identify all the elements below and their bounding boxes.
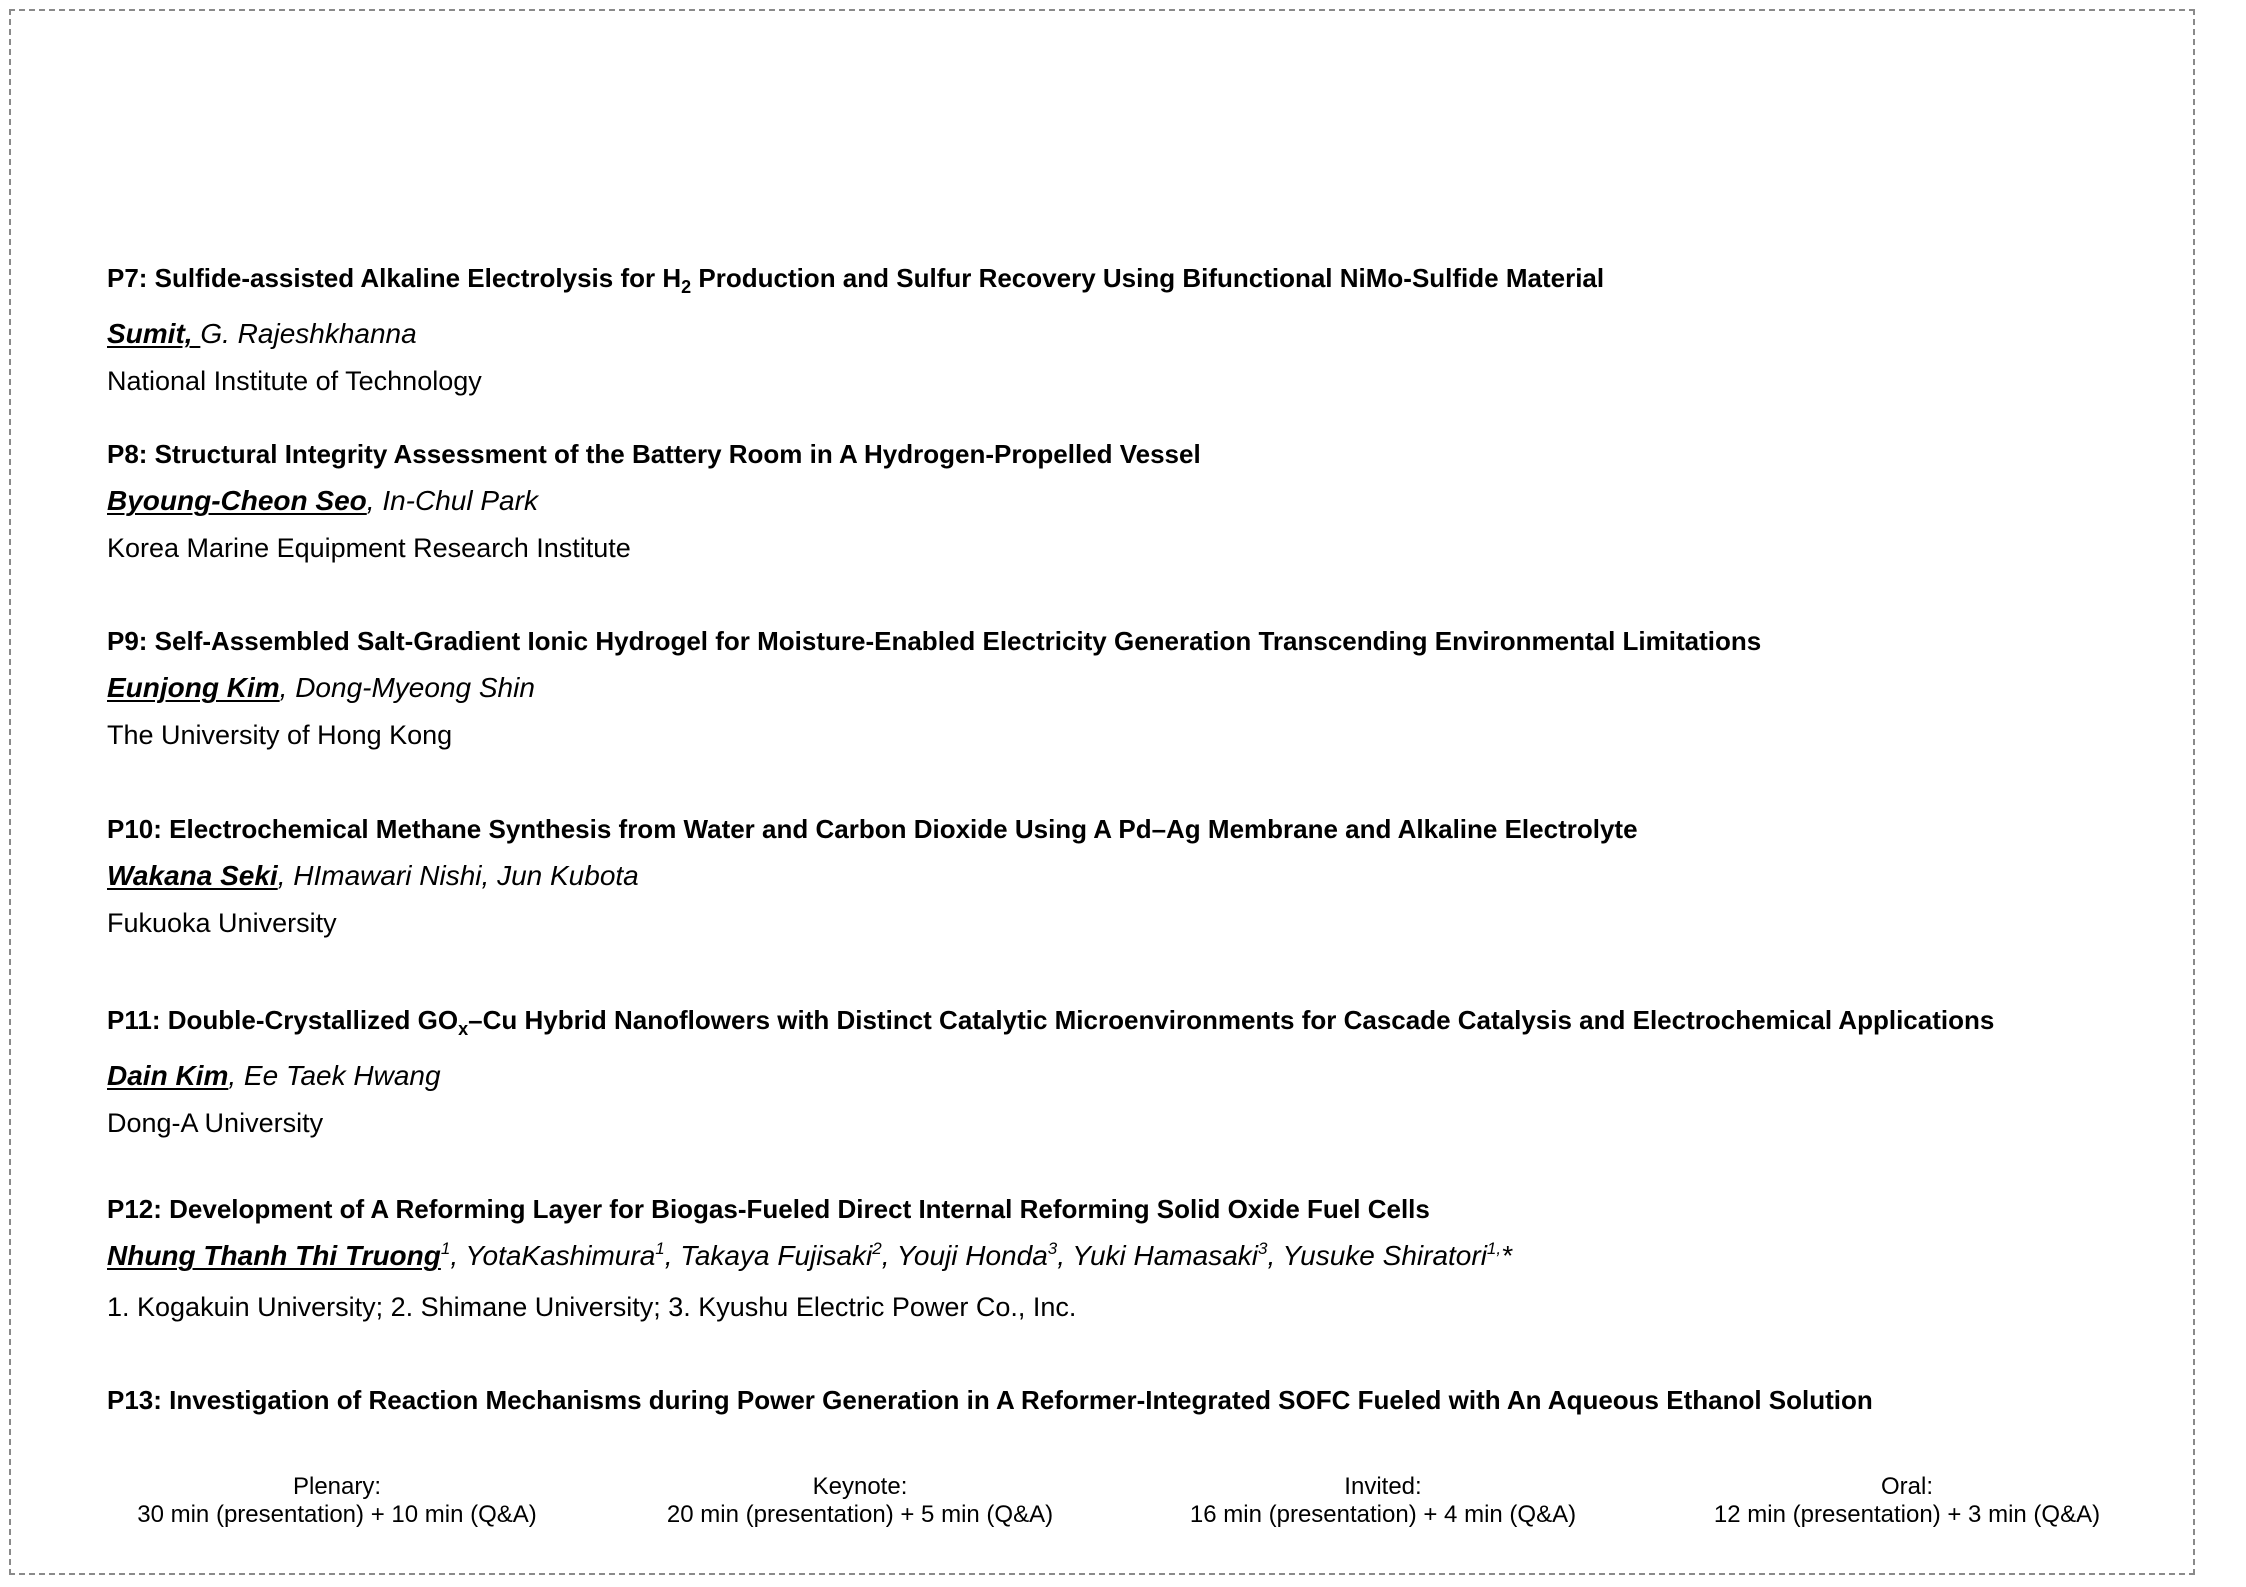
entry-p9 — [107, 626, 1761, 751]
entry-title: P11: Double-Crystallized $GO_x-Cu$ Hybrid Nanoflowers with Distinct Catalytic Microenvironments for Cascade Catalysis and Electrochemical Applications — [107, 1005, 1995, 1040]
legend-keynote — [667, 1473, 1053, 1529]
entry-p12 — [107, 1194, 1512, 1323]
presenting-author: Nhung Thanh Thi Truong — [107, 1240, 441, 1271]
legend-detail: 30 min (presentation) + 10 min (Q&A) — [137, 1501, 537, 1528]
presenting-author: Wakana Seki — [107, 860, 278, 891]
entry-title: P7: Sulfide-assisted Alkaline Electrolysis for $H_2$ Production and Sulfur Recovery Using Bifunctional NiMo-Sulfide Material — [107, 263, 1605, 298]
entry-authors: Dain Kim, Ee Taek Hwang — [107, 1060, 441, 1092]
entry-affiliation: Fukuoka University — [107, 908, 337, 938]
entry-authors: Sumit, G. Rajeshkhanna — [107, 318, 417, 350]
entry-title: P10: Electrochemical Methane Synthesis from Water and Carbon Dioxide Using A Pd–Ag Membrane and Alkaline Electrolyte — [107, 814, 1638, 844]
presenting-author: Sumit, — [107, 318, 201, 350]
entry-authors: Nhung Thanh Thi Truong$^1$, YotaKashimura$^1$, Takaya Fujisaki$^2$, Youji Honda$^3$, Yuki Hamasaki$^3$, Yusuke Shiratori$^{1,}$* — [107, 1239, 1513, 1271]
entry-p7 — [107, 263, 1604, 397]
entry-affiliation: 1. Kogakuin University; 2. Shimane University; 3. Kyushu Electric Power Co., Inc. — [107, 1292, 1077, 1322]
entry-p8 — [107, 439, 1201, 564]
entry-title: P12: Development of A Reforming Layer for Biogas-Fueled Direct Internal Reforming Solid Oxide Fuel Cells — [107, 1194, 1430, 1224]
entry-p11 — [107, 1005, 1994, 1139]
entry-authors: Eunjong Kim, Dong-Myeong Shin — [107, 672, 535, 703]
entry-affiliation: National Institute of Technology — [107, 366, 482, 397]
legend-oral — [1714, 1473, 2100, 1529]
entry-affiliation: Dong-A University — [107, 1108, 324, 1139]
entry-title: P13: Investigation of Reaction Mechanisms during Power Generation in A Reformer-Integrated SOFC Fueled with An Aqueous Ethanol Solution — [107, 1385, 1873, 1415]
presenting-author: Byoung-Cheon Seo — [107, 485, 367, 516]
legend-detail: 12 min (presentation) + 3 min (Q&A) — [1713, 1501, 2101, 1528]
legend-label: Plenary: — [292, 1473, 382, 1500]
page-border — [9, 9, 2195, 1575]
entry-title: P8: Structural Integrity Assessment of the Battery Room in A Hydrogen-Propelled Vessel — [107, 439, 1201, 469]
presenting-author: Eunjong Kim — [107, 672, 280, 703]
presenting-author: Dain Kim — [107, 1060, 229, 1092]
legend-detail: 16 min (presentation) + 4 min (Q&A) — [1189, 1501, 1577, 1528]
entry-title: P9: Self-Assembled Salt-Gradient Ionic Hydrogel for Moisture-Enabled Electricity Generation Transcending Environmental Limitations — [107, 626, 1762, 656]
legend-invited — [1190, 1473, 1576, 1529]
session-duration-legend — [0, 1473, 2246, 1533]
entry-authors: Wakana Seki, HImawari Nishi, Jun Kubota — [107, 860, 639, 891]
legend-label: Oral: — [1880, 1473, 1933, 1500]
entry-affiliation: The University of Hong Kong — [107, 720, 453, 750]
entry-affiliation: Korea Marine Equipment Research Institute — [107, 533, 631, 563]
entry-authors: Byoung-Cheon Seo, In-Chul Park — [107, 485, 538, 516]
legend-plenary — [137, 1473, 537, 1529]
legend-label: Keynote: — [812, 1473, 908, 1500]
legend-label: Invited: — [1344, 1473, 1422, 1500]
entry-p13 — [107, 1385, 1873, 1415]
legend-detail: 20 min (presentation) + 5 min (Q&A) — [666, 1501, 1054, 1528]
entry-p10 — [107, 814, 1638, 939]
